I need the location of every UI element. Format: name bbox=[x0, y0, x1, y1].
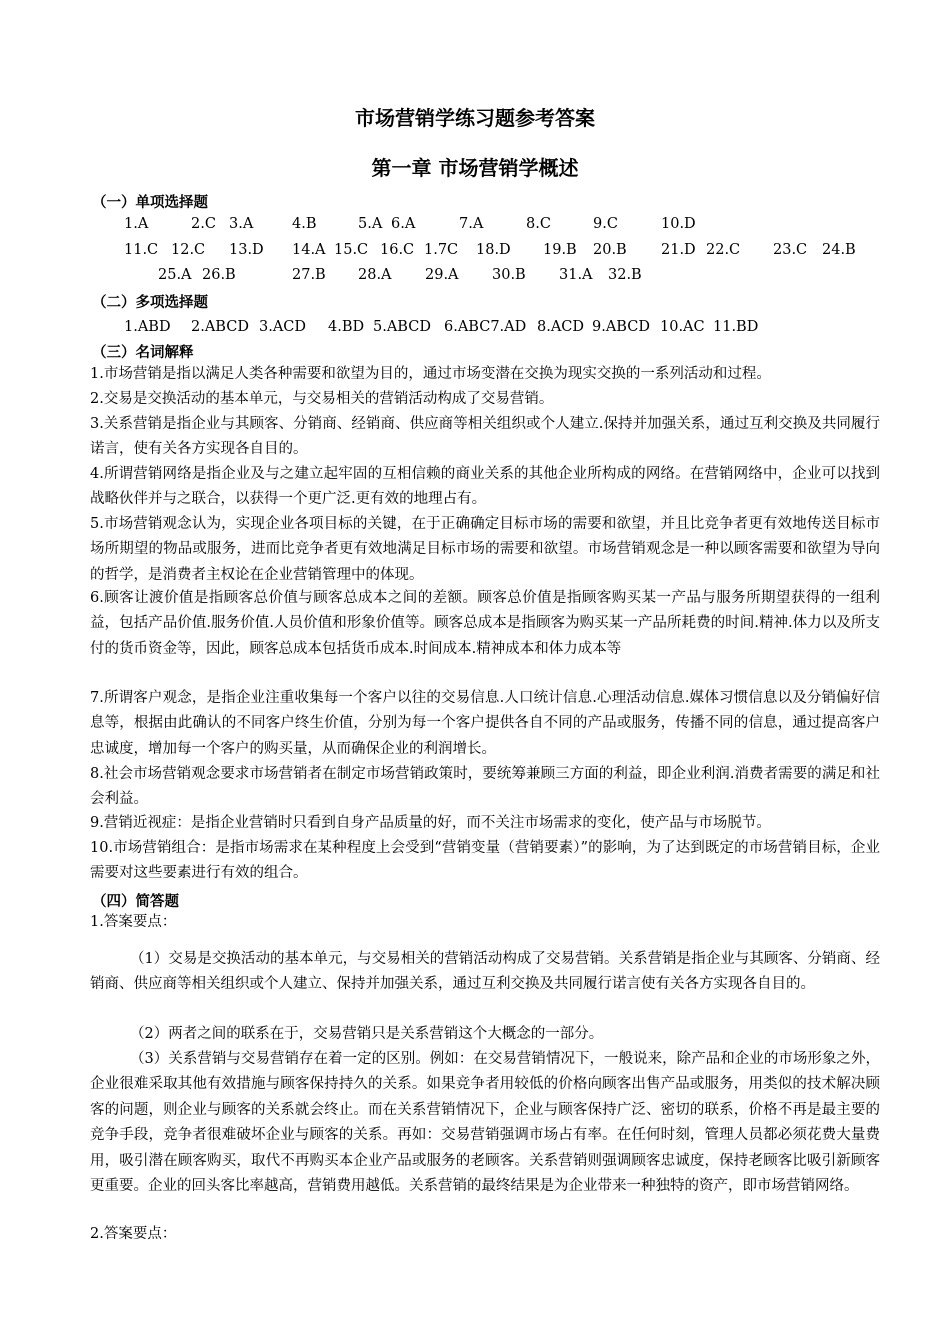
answer-paragraph: （2）两者之间的联系在于，交易营销只是关系营销这个大概念的一部分。 bbox=[130, 1026, 604, 1042]
answer-item: 2.ABCD bbox=[191, 319, 249, 335]
answer-item: 30.B bbox=[492, 267, 526, 283]
answer-item: 22.C bbox=[706, 242, 741, 258]
answer-item: 11.BD bbox=[713, 319, 759, 335]
term-paragraph: 1.市场营销是指以满足人类各种需要和欲望为目的，通过市场变潜在交换为现实交换的一系列活动和过程。 bbox=[90, 366, 771, 382]
answer-item: 1.A bbox=[124, 216, 149, 232]
answer-item: 4.BD bbox=[328, 319, 365, 335]
answer-item: 15.C bbox=[334, 242, 369, 258]
answer-item: 7.A bbox=[459, 216, 484, 232]
answer-heading: 1.答案要点： bbox=[90, 914, 177, 930]
document-title: 市场营销学练习题参考答案 bbox=[355, 106, 595, 130]
section-terms: （三）名词解释 bbox=[92, 345, 194, 361]
answer-item: 28.A bbox=[358, 267, 392, 283]
answer-item: 14.A bbox=[292, 242, 326, 258]
term-paragraph: 9.营销近视症：是指企业营销时只看到自身产品质量的好，而不关注市场需求的变化，使产品与市场脱节。 bbox=[90, 815, 771, 831]
answer-item: 6.ABC7.AD bbox=[444, 319, 527, 335]
answer-item: 10.AC bbox=[660, 319, 705, 335]
answer-item: 9.C bbox=[593, 216, 618, 232]
term-paragraph: 6.顾客让渡价值是指顾客总价值与顾客总成本之间的差额。顾客总价值是指顾客购买某一产品与服务所期望获得的一组利益，包括产品价值.服务价值.人员价值和形象价值等。顾客总成本是指顾客为购买某一产品所耗费的时间.精神.体力以及所支付的货币资金等，因此，顾客总成本包括货币成本.时间成本.精神成本和体力成本等 bbox=[90, 590, 880, 657]
term-paragraph: 5.市场营销观念认为，实现企业各项目标的关键，在于正确确定目标市场的需要和欲望，并且比竞争者更有效地传送目标市场所期望的物品或服务，进而比竞争者更有效地满足目标市场的需要和欲望。市场营销观念是一种以顾客需要和欲望为导向的哲学，是消费者主权论在企业营销管理中的体现。 bbox=[90, 516, 880, 583]
answer-item: 3.A bbox=[229, 216, 254, 232]
answer-item: 25.A bbox=[158, 267, 192, 283]
section-multi-choice: （二）多项选择题 bbox=[92, 295, 208, 311]
answer-item: 31.A bbox=[559, 267, 593, 283]
term-paragraph: 8.社会市场营销观念要求市场营销者在制定市场营销政策时，要统筹兼顾三方面的利益，即企业利润.消费者需要的满足和社会利益。 bbox=[90, 766, 880, 808]
term-paragraph: 7.所谓客户观念，是指企业注重收集每一个客户以往的交易信息.人口统计信息.心理活动信息.媒体习惯信息以及分销偏好信息等，根据由此确认的不同客户终生价值，分别为每一个客户提供各自不同的产品或服务，传播不同的信息，通过提高客户忠诚度，增加每一个客户的购买量，从而确保企业的利润增长。 bbox=[90, 690, 880, 757]
section-single-choice: （一）单项选择题 bbox=[92, 195, 208, 211]
answer-item: 10.D bbox=[661, 216, 696, 232]
answer-item: 8.ACD bbox=[537, 319, 585, 335]
term-paragraph: 2.交易是交换活动的基本单元，与交易相关的营销活动构成了交易营销。 bbox=[90, 391, 554, 407]
term-paragraph: 3.关系营销是指企业与其顾客、分销商、经销商、供应商等相关组织或个人建立.保持并加强关系，通过互利交换及共同履行诺言，使有关各方实现各自目的。 bbox=[90, 416, 880, 458]
answer-paragraph: （1）交易是交换活动的基本单元，与交易相关的营销活动构成了交易营销。关系营销是指企业与其顾客、分销商、经销商、供应商等相关组织或个人建立、保持并加强关系，通过互利交换及共同履行诺言使有关各方实现各自目的。 bbox=[90, 951, 880, 993]
answer-item: 5.A bbox=[358, 216, 383, 232]
answer-item: 3.ACD bbox=[259, 319, 307, 335]
answer-item: 12.C bbox=[171, 242, 206, 258]
answer-item: 1.ABD bbox=[124, 319, 171, 335]
answer-item: 8.C bbox=[526, 216, 551, 232]
answer-item: 16.C bbox=[380, 242, 415, 258]
answer-item: 26.B bbox=[202, 267, 236, 283]
answer-item: 29.A bbox=[425, 267, 459, 283]
term-paragraph: 4.所谓营销网络是指企业及与之建立起牢固的互相信赖的商业关系的其他企业所构成的网络。在营销网络中，企业可以找到战略伙伴并与之联合，以获得一个更广泛.更有效的地理占有。 bbox=[90, 466, 880, 508]
answer-item: 11.C bbox=[124, 242, 159, 258]
answer-paragraph: （3）关系营销与交易营销存在着一定的区别。例如：在交易营销情况下，一般说来，除产品和企业的市场形象之外，企业很难采取其他有效措施与顾客保持持久的关系。如果竞争者用较低的价格向顾客出售产品或服务，用类似的技术解决顾客的问题，则企业与顾客的关系就会终止。而在关系营销情况下，企业与顾客保持广泛、密切的联系，价格不再是最主要的竞争手段，竞争者很难破坏企业与顾客的关系。再如：交易营销强调市场占有率。在任何时刻，管理人员都必须花费大量费用，吸引潜在顾客购买，取代不再购买本企业产品或服务的老顾客。关系营销则强调顾客忠诚度，保持老顾客比吸引新顾客更重要。企业的回头客比率越高，营销费用越低。关系营销的最终结果是为企业带来一种独特的资产，即市场营销网络。 bbox=[90, 1051, 880, 1195]
chapter-title: 第一章 市场营销学概述 bbox=[371, 156, 579, 180]
answer-item: 27.B bbox=[292, 267, 326, 283]
term-paragraph: 10.市场营销组合：是指市场需求在某种程度上会受到“营销变量（营销要素）”的影响，为了达到既定的市场营销目标，企业需要对这些要素进行有效的组合。 bbox=[90, 840, 880, 882]
answer-item: 5.ABCD bbox=[373, 319, 431, 335]
answer-item: 18.D bbox=[476, 242, 511, 258]
answer-item: 32.B bbox=[608, 267, 642, 283]
answer-item: 24.B bbox=[822, 242, 856, 258]
answer-item: 6.A bbox=[391, 216, 416, 232]
answer-item: 2.C bbox=[191, 216, 216, 232]
answer-item: 20.B bbox=[593, 242, 627, 258]
section-short-answer: （四）简答题 bbox=[92, 894, 179, 910]
answer-item: 13.D bbox=[229, 242, 264, 258]
answer-item: 21.D bbox=[661, 242, 696, 258]
answer-heading: 2.答案要点： bbox=[90, 1226, 177, 1242]
answer-item: 9.ABCD bbox=[592, 319, 650, 335]
answer-item: 23.C bbox=[773, 242, 808, 258]
answer-item: 4.B bbox=[292, 216, 317, 232]
answer-item: 19.B bbox=[543, 242, 577, 258]
answer-item: 1.7C bbox=[424, 242, 459, 258]
